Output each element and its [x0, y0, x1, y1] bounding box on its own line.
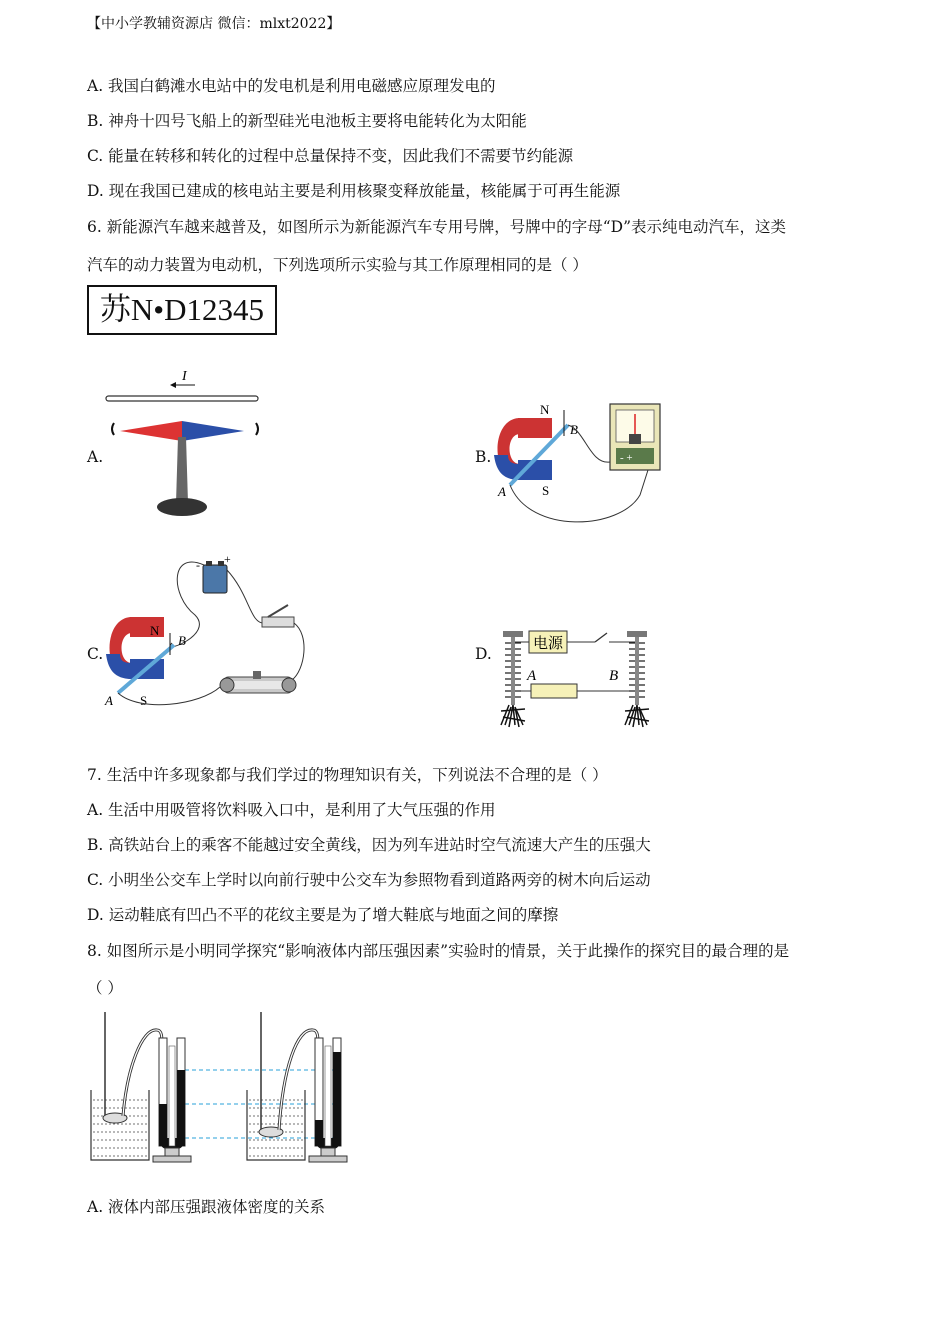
figure-a-oersted: [100, 365, 270, 525]
fig-c-b: B: [178, 633, 186, 648]
fig-b-terminals: - +: [620, 452, 633, 464]
fig-c-s: S: [140, 693, 148, 708]
q8-option-a: A. 液体内部压强跟液体密度的关系: [87, 1198, 326, 1216]
fig-b-b: B: [570, 422, 578, 437]
q6-label-a: A.: [87, 448, 104, 466]
figure-q8-manometers: [87, 1008, 357, 1168]
figure-c-motor: [100, 552, 310, 710]
q5-option-a: A. 我国白鹤滩水电站中的发电机是利用电磁感应原理发电的: [87, 77, 496, 95]
figure-d-electromagnets: [495, 625, 665, 735]
q5-option-b: B. 神舟十四号飞船上的新型硅光电池板主要将电能转化为太阳能: [87, 112, 527, 130]
q8-stem-line2: （ ）: [87, 979, 123, 997]
q5-option-c: C. 能量在转移和转化的过程中总量保持不变，因此我们不需要节约能源: [87, 147, 574, 165]
q6-label-b: B.: [475, 448, 492, 466]
q7-option-a: A. 生活中用吸管将饮料吸入口中，是利用了大气压强的作用: [87, 801, 496, 819]
fig-b-s: S: [542, 483, 550, 498]
q8-stem-line1: 8. 如图所示是小明同学探究“影响液体内部压强因素”实验时的情景，关于此操作的探究目的最合理的是: [87, 942, 790, 960]
q7-option-b: B. 高铁站台上的乘客不能越过安全黄线，因为列车进站时空气流速大产生的压强大: [87, 836, 651, 854]
q6-label-d: D.: [475, 645, 492, 663]
license-plate: 苏N•D12345: [87, 285, 277, 335]
fig-d-a: A: [527, 668, 537, 684]
fig-c-n: N: [150, 623, 160, 638]
page-header: 【中小学教辅资源店 微信：mlxt2022】: [87, 16, 341, 32]
q7-option-d: D. 运动鞋底有凹凸不平的花纹主要是为了增大鞋底与地面之间的摩擦: [87, 906, 559, 924]
q7-option-c: C. 小明坐公交车上学时以向前行驶中公交车为参照物看到道路两旁的树木向后运动: [87, 871, 651, 889]
q7-stem: 7. 生活中许多现象都与我们学过的物理知识有关，下列说法不合理的是（ ）: [87, 766, 608, 784]
fig-b-a: A: [498, 484, 506, 499]
fig-d-b: B: [609, 668, 619, 684]
q6-stem-line2: 汽车的动力装置为电动机，下列选项所示实验与其工作原理相同的是（ ）: [87, 256, 588, 274]
fig-c-a: A: [105, 693, 113, 708]
fig-c-plus: +: [224, 552, 231, 566]
fig-d-power: 电源: [533, 636, 564, 652]
fig-b-n: N: [540, 402, 550, 417]
fig-c-minus: -: [196, 558, 200, 572]
q6-label-c: C.: [87, 645, 104, 663]
q6-stem-line1: 6. 新能源汽车越来越普及，如图所示为新能源汽车专用号牌，号牌中的字母“D”表示纯电动汽车，这类: [87, 218, 786, 236]
figure-b-induction: [490, 400, 670, 525]
fig-a-current-label: I: [182, 369, 187, 384]
q5-option-d: D. 现在我国已建成的核电站主要是利用核聚变释放能量，核能属于可再生能源: [87, 182, 621, 200]
